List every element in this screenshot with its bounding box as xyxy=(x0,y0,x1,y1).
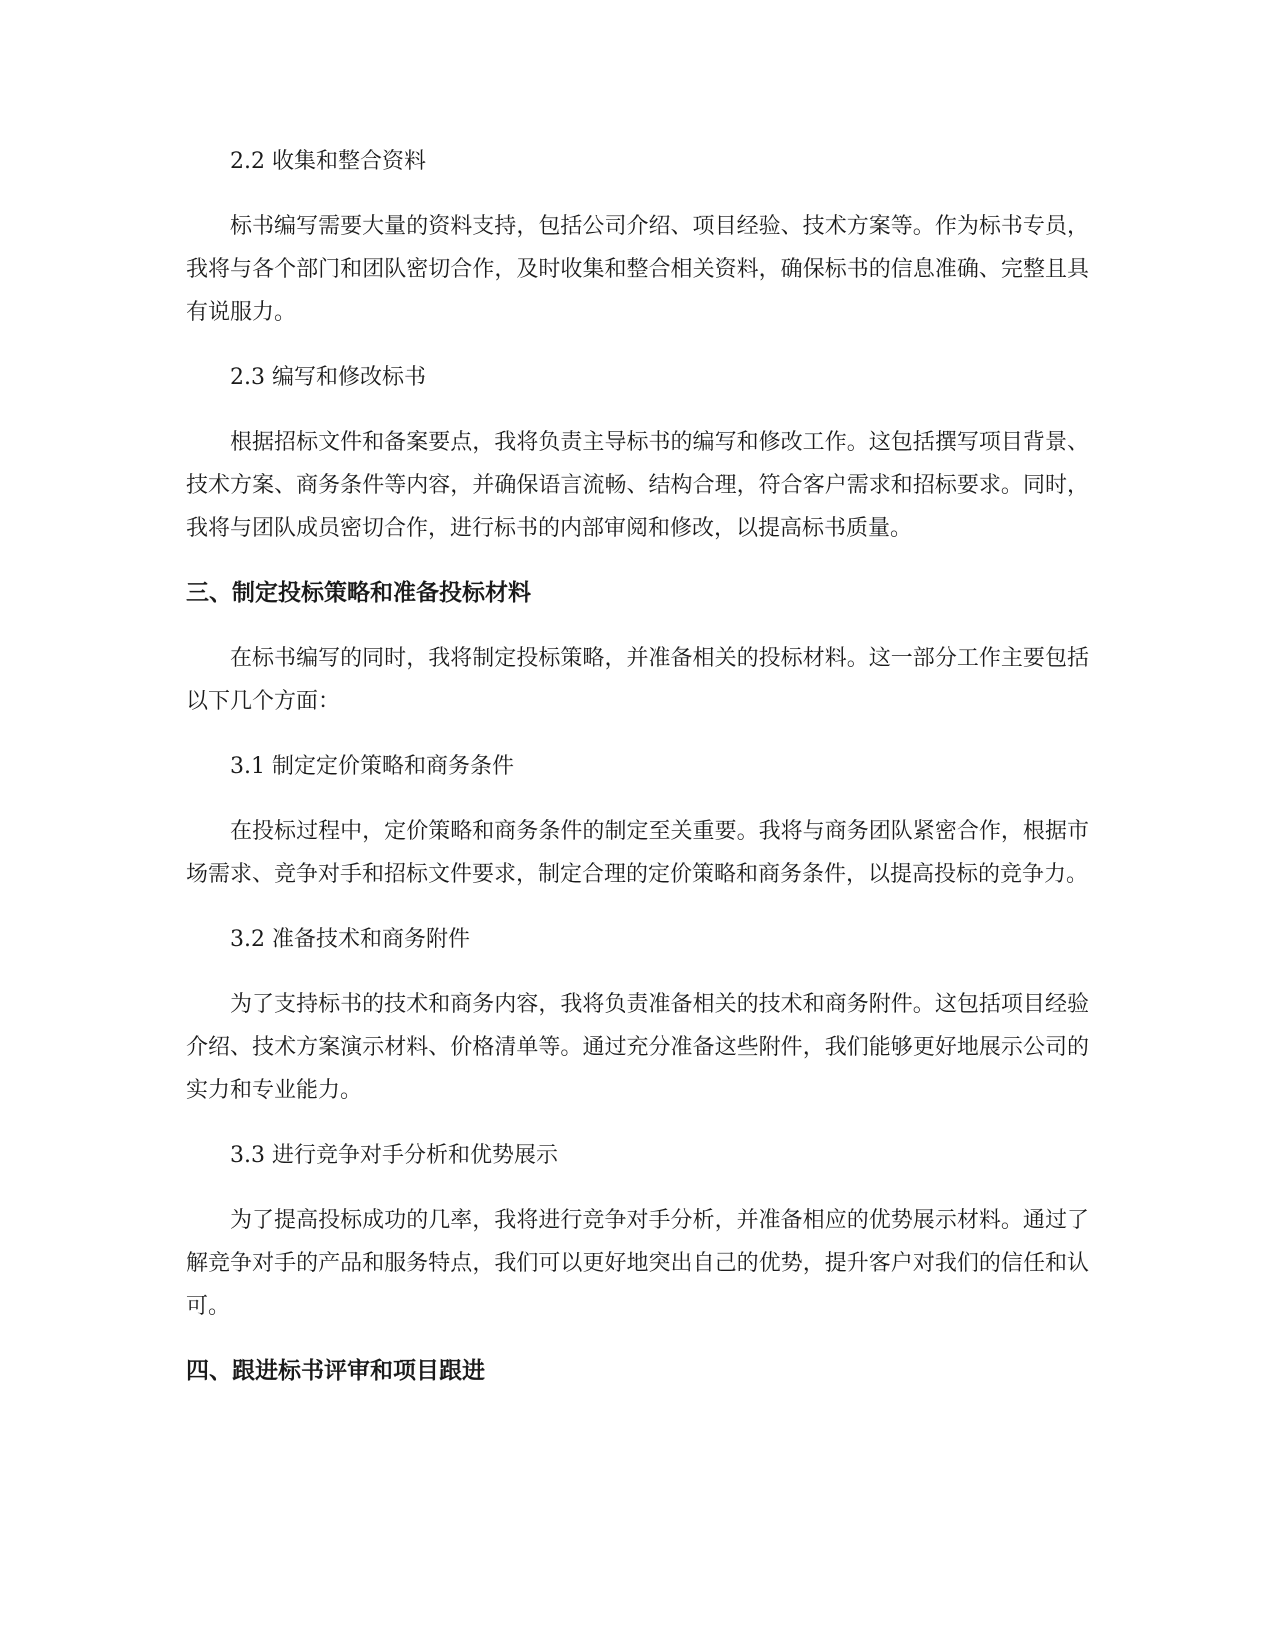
subheading-2-2: 2.2 收集和整合资料 xyxy=(230,149,426,174)
subheading-3-3: 3.3 进行竞争对手分析和优势展示 xyxy=(230,1143,558,1168)
section-heading-4: 四、跟进标书评审和项目跟进 xyxy=(186,1358,485,1384)
subheading-2-3: 2.3 编写和修改标书 xyxy=(230,365,426,390)
paragraph-2-3: 根据招标文件和备案要点，我将负责主导标书的编写和修改工作。这包括撰写项目背景、技术方案、商务条件等内容，并确保语言流畅、结构合理，符合客户需求和招标要求。同时，我将与团队成员密切合作，进行标书的内部审阅和修改，以提高标书质量。 xyxy=(186,430,1089,541)
paragraph-3-2: 为了支持标书的技术和商务内容，我将负责准备相关的技术和商务附件。这包括项目经验介绍、技术方案演示材料、价格清单等。通过充分准备这些附件，我们能够更好地展示公司的实力和专业能力。 xyxy=(186,992,1089,1103)
paragraph-3-1: 在投标过程中，定价策略和商务条件的制定至关重要。我将与商务团队紧密合作，根据市场需求、竞争对手和招标文件要求，制定合理的定价策略和商务条件，以提高投标的竞争力。 xyxy=(186,819,1089,887)
subheading-3-1: 3.1 制定定价策略和商务条件 xyxy=(230,754,514,779)
paragraph-3-3: 为了提高投标成功的几率，我将进行竞争对手分析，并准备相应的优势展示材料。通过了解竞争对手的产品和服务特点，我们可以更好地突出自己的优势，提升客户对我们的信任和认可。 xyxy=(186,1208,1089,1319)
paragraph-3-intro: 在标书编写的同时，我将制定投标策略，并准备相关的投标材料。这一部分工作主要包括以下几个方面： xyxy=(186,646,1089,714)
paragraph-2-2: 标书编写需要大量的资料支持，包括公司介绍、项目经验、技术方案等。作为标书专员，我将与各个部门和团队密切合作，及时收集和整合相关资料，确保标书的信息准确、完整且具有说服力。 xyxy=(186,214,1089,325)
subheading-3-2: 3.2 准备技术和商务附件 xyxy=(230,927,470,952)
section-heading-3: 三、制定投标策略和准备投标材料 xyxy=(186,580,531,606)
document-body xyxy=(186,140,1089,1393)
